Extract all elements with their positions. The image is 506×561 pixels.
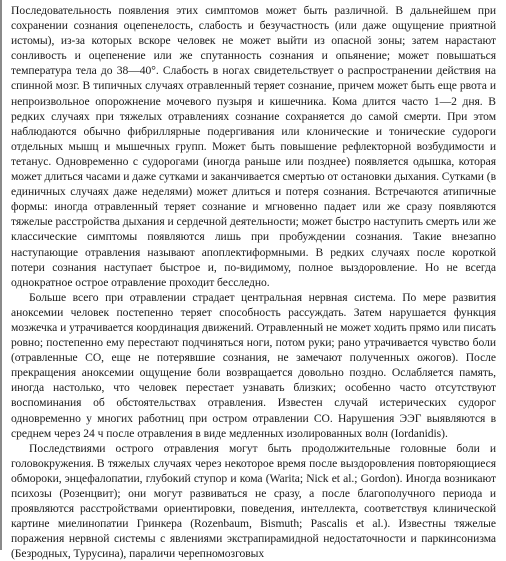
paragraph-symptoms-sequence: Последовательность появления этих симптомов может быть различной. В дальнейшем при сохранении сознания оцепенелость, слабость и безучастность (или даже ощущение приятной истомы), из-за которых вскоре человек не может выйти из опасной зоны; затем нарастают сонливость и оцепенение или же спутанность сознания и опьянение; может повышаться температура тела до 38—40°. Слабость в ногах свидетельствует о распространении действия на спинной мозг. В типичных случаях отравленный теряет сознание, причем может быть еще рвота и непроизвольное опорожнение мочевого пузыря и кишечника. Кома длится часто 1—2 дня. В редких случаях при тяжелых отравлениях сознание сохраняется до самой смерти. При этом наблюдаются обычно фибриллярные подергивания или клонические и тонические судороги отдельных мышц и мышечных групп. Может быть повышение рефлекторной возбудимости и тетанус. Одновременно с судорогами (иногда раньше или позднее) появляется одышка, которая может длиться часами и даже сутками и заканчивается смертью от остановки дыхания. Сутками (в единичных случаях даже неделями) может длиться и потеря сознания. Встречаются атипичные формы: иногда отравленный теряет сознание и мгновенно падает или же сразу появляются тяжелые расстройства дыхания и сердечной деятельности; может быстро наступить смерть или же классические симптомы появляются лишь при пробуждении сознания. Такие внезапно наступающие отравления называют апоплектиформными. В редких случаях после короткой потери сознания наступает быстрое и, по-видимому, полное выздоровление. Но не всегда однократное острое отравление проходит бесследно. <box>11 4 496 289</box>
paragraph-cns-damage: Больше всего при отравлении страдает центральная нервная система. По мере развития аноксемии человек постепенно теряет способность рассуждать. Затем нарушается функция мозжечка и утрачивается координация движений. Отравленный не может ходить прямо или писать ровно; постепенно ему перестают подчиняться ноги, потом руки; рано утрачивается чувство боли (отравленные СО, еще не потерявшие сознания, не замечают полученных ожогов). После прекращения аноксемии ощущение боли возвращается довольно поздно. Ослабляется память, иногда настолько, что человек перестает узнавать близких; особенно часто отсутствуют воспоминания об обстоятельствах отравления. Известен случай истерических судорог одновременно у многих работниц при остром отравлении СО. Нарушения ЭЭГ выявляются в среднем через 24 ч после отравления в виде медленных изолированных волн (Iordanidis). <box>11 290 496 440</box>
paragraph-consequences: Последствиями острого отравления могут быть продолжительные головные боли и головокружения. В тяжелых случаях через некоторое время после выздоровления повторяющиеся обмороки, энцефалопатии, глубокий ступор и кома (Warita; Nick et al.; Gordon). Иногда возникают психозы (Розенцвит); они могут развиваться не сразу, а после благополучного периода и проявляются расстройствами ориентировки, поведения, интеллекта, соответствуя клинической картине миелинопатии Гринкера (Rozenbaum, Bismuth; Pascalis et al.). Известны тяжелые поражения нервной системы с явлениями экстрапирамидной недостаточности и паркинсонизма (Безродных, Турусина), параличи черепномозговых <box>11 441 496 561</box>
